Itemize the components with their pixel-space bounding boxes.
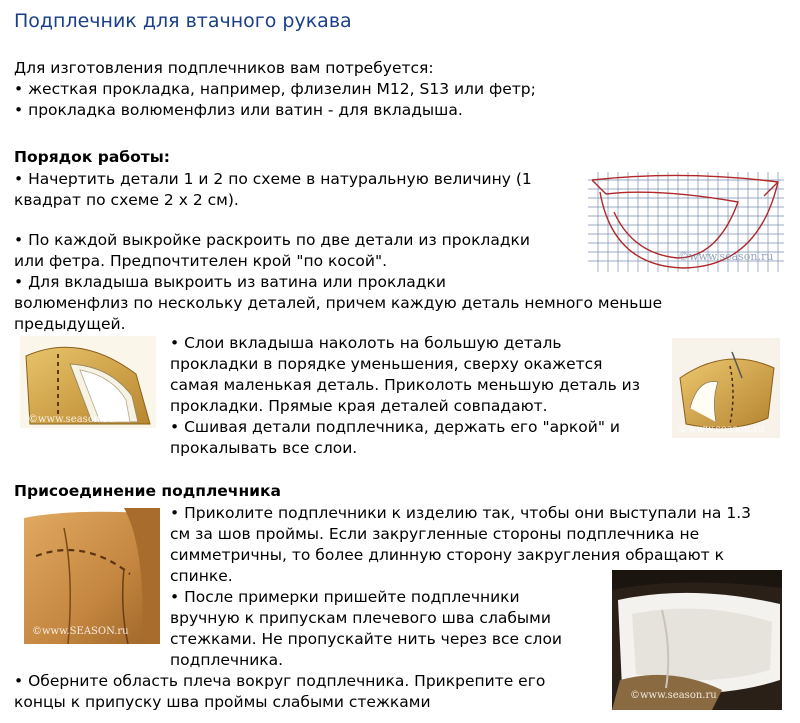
attach-line-g1: • После примерки пришейте подплечники xyxy=(170,588,520,606)
attach-line-h2: концы к припуску шва проймы слабыми стежками xyxy=(14,693,431,711)
order-line-e1: • Сшивая детали подплечника, держать его "аркой" и xyxy=(170,418,620,436)
attach-heading: Присоединение подплечника xyxy=(14,482,281,500)
order-line-d2: прокладки в порядке уменьшения, сверху окажется xyxy=(170,355,603,373)
attach-line-f4: спинке. xyxy=(170,567,233,585)
attach-line-g3: стежками. Не пропускайте нить через все слои xyxy=(170,630,563,648)
shoulder-pad-image-right xyxy=(672,338,780,438)
shoulder-pad-sewn-drawing xyxy=(672,338,780,438)
watermark-text: ©www.season.ru xyxy=(678,424,765,435)
page-title: Подплечник для втачного рукава xyxy=(14,10,352,32)
watermark-text: ©www.season.ru xyxy=(28,414,115,425)
order-heading: Порядок работы: xyxy=(14,148,170,166)
attach-line-f1: • Приколите подплечники к изделию так, чтобы они выступали на 1.3 xyxy=(170,504,752,522)
order-line-b1: • По каждой выкройке раскроить по две детали из прокладки xyxy=(14,231,530,249)
order-line-e2: прокалывать все слои. xyxy=(170,439,358,457)
attach-line-f2: см за шов проймы. Если закругленные стороны подплечника не xyxy=(170,525,700,543)
attach-line-f3: симметричны, то более длинную сторону закругления обращают к xyxy=(170,546,724,564)
intro-line-3: • прокладка волюменфлиз или ватин - для вкладыша. xyxy=(14,101,463,119)
watermark-text: ©www.season.ru xyxy=(630,690,717,701)
order-line-d3: самая маленькая деталь. Приколоть меньшую деталь из xyxy=(170,376,640,394)
order-line-d4: прокладки. Прямые края деталей совпадают. xyxy=(170,397,548,415)
attach-line-h1: • Оберните область плеча вокруг подплечника. Прикрепите его xyxy=(14,672,546,690)
attach-line-g2: вручную к припускам плечевого шва слабыми xyxy=(170,609,551,627)
fabric-stitching-image xyxy=(612,570,782,710)
watermark-text: ©www.SEASON.ru xyxy=(32,626,129,637)
order-line-a2: квадрат по схеме 2 х 2 см). xyxy=(14,191,239,209)
order-line-d1: • Слои вкладыша наколоть на большую деталь xyxy=(170,334,562,352)
pattern-grid-image xyxy=(588,172,784,272)
watermark-text: ©www.season.ru xyxy=(678,250,774,263)
intro-line-1: Для изготовления подплечников вам потребуется: xyxy=(14,59,434,77)
order-line-b2: или фетра. Предпочтителен крой "по косой". xyxy=(14,252,388,270)
attach-line-g4: подплечника. xyxy=(170,651,284,669)
order-line-c1: • Для вкладыша выкроить из ватина или прокладки xyxy=(14,273,446,291)
fabric-stitching-drawing xyxy=(612,570,782,710)
order-line-c2: волюменфлиз по нескольку деталей, причем каждую деталь немного меньше xyxy=(14,294,663,312)
jacket-shoulder-drawing xyxy=(24,508,160,644)
order-line-a1: • Начертить детали 1 и 2 по схеме в натуральную величину (1 xyxy=(14,170,532,188)
shoulder-pad-image-left xyxy=(20,336,156,428)
intro-line-2: • жесткая прокладка, например, флизелин М12, S13 или фетр; xyxy=(14,80,536,98)
order-line-c3: предыдущей. xyxy=(14,315,126,333)
jacket-shoulder-image xyxy=(24,508,160,644)
